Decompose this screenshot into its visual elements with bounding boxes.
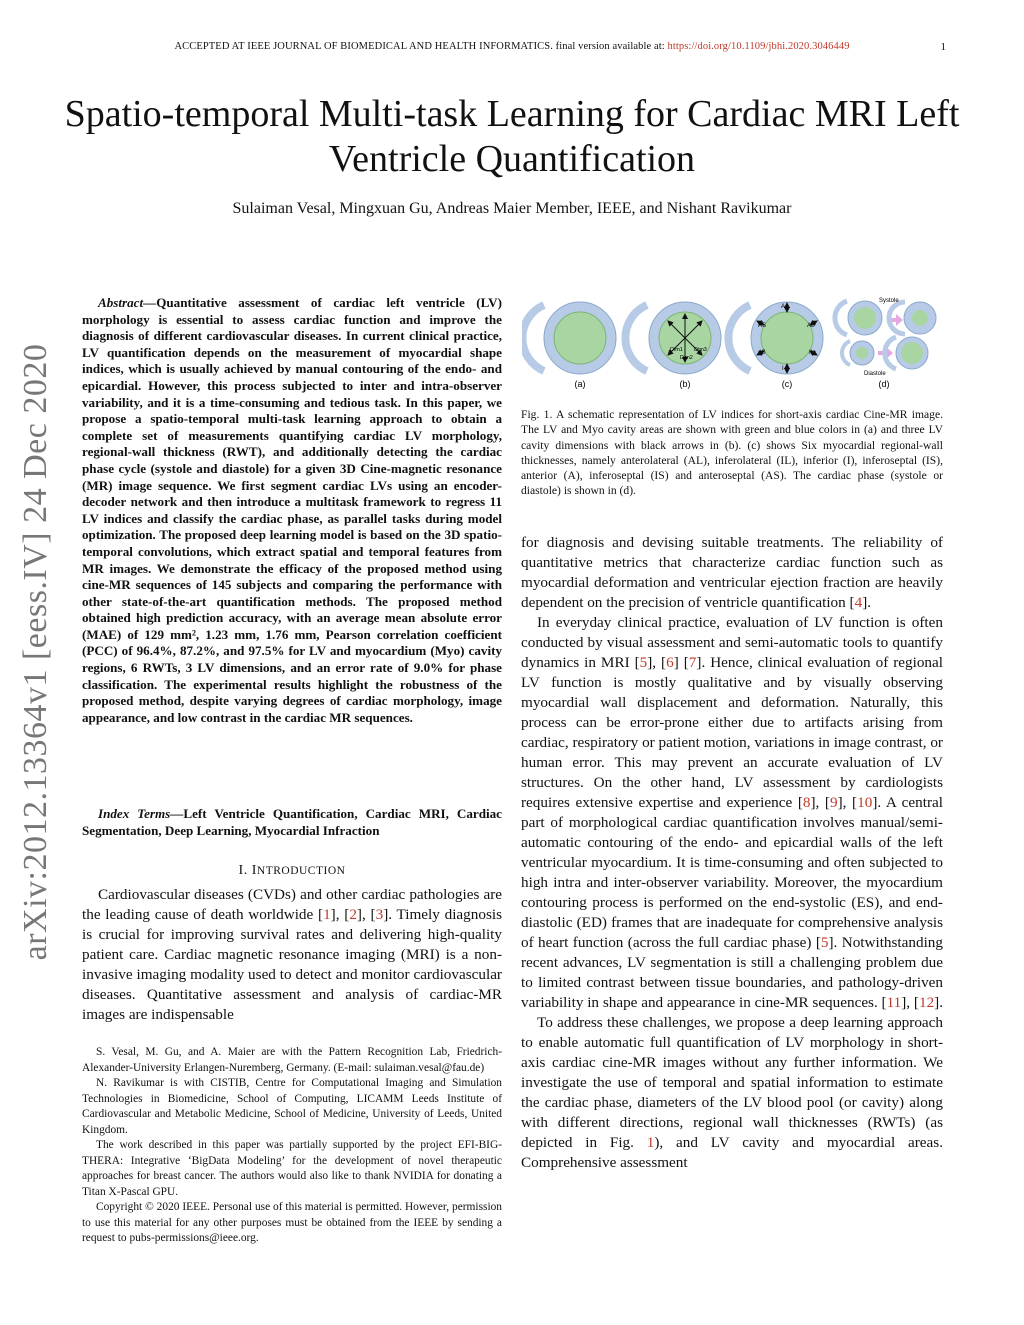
citation-link[interactable]: 5: [820, 934, 829, 951]
systole-label: Systole: [879, 298, 899, 304]
panel-c: [728, 302, 823, 389]
paper-title: Spatio-temporal Multi-task Learning for Cardiac MRI Left Ventricle Quantification: [64, 93, 960, 180]
dim1-label: Dim1: [670, 347, 683, 353]
section-rest: NTRODUCTION: [256, 865, 346, 877]
region-al-label: AL: [807, 323, 815, 329]
figure-caption: Fig. 1. A schematic representation of LV indices for short-axis cardiac Cine-MR image. The LV and Myo cavity areas are shown with green and blue colors in (a) and three LV cavity dimensions with black arrows in (b). (c) shows Six myocardial regional-wall thicknesses, namely anterolateral (AL), inferolateral (IL), inferior (I), inferoseptal (IS), anterior (A), inferoseptal (IS) and anteroseptal (AS). The cardiac phase (systole or diastole) is shown in (d).: [521, 408, 943, 498]
panel-d: [835, 298, 936, 389]
citation-link[interactable]: 3: [375, 906, 384, 923]
panel-a-label: (a): [574, 379, 586, 389]
paragraph: In everyday clinical practice, evaluation of LV function is often conducted by visual assessment and semi-automatic tools to quantify dynamics in MRI [5], [6] [7]. Hence, clinical evaluation of regional LV function is mostly qualitative and by visually observing myocardial wall displacement and deformation. Naturally, this process can be error-prone either due to artifacts arising from cardiac, respiratory or patient motion, variations in image contrast, or human error. This may prevent an accurate evaluation of LV structures. On the other hand, LV assessment by cardiologists requires extensive expertise and experience [8], [9], [10]. A central part of morphological cardiac quantification involves manual/semi-automatic contouring of the endo- and epicardial walls of the left ventricular myocardium. It is time-consuming and often subjected to high intra and inter-observer variability. Moreover, the myocardium contouring process is performed on the end-systolic (ES), and end-diastolic (ED) frames that are inadequate for comprehensive analysis of heart function (across the full cardiac phase) [5]. Notwithstanding recent advances, LV segmentation is still a challenging problem due to limited contrast between tissue boundaries, and pathology-driven variability in shape and appearance in cine-MR sequences. [11], [12].: [521, 614, 944, 1011]
citation-link[interactable]: 2: [349, 906, 357, 923]
page-number: 1: [940, 41, 946, 53]
dim3-label: Dim3: [694, 347, 707, 353]
panel-a: [522, 302, 616, 389]
abstract: [82, 295, 502, 726]
index-terms-text: Left Ventricle Quantification, Cardiac MRI, Cardiac Segmentation, Deep Learning, Myocardial Infraction: [82, 806, 502, 838]
region-is-label: IS: [760, 350, 766, 356]
dim2-label: Dim2: [680, 355, 693, 361]
citation-link[interactable]: 8: [802, 794, 811, 811]
citation-link[interactable]: 6: [666, 654, 674, 671]
citation-link[interactable]: 10: [857, 794, 873, 811]
section-heading: [82, 863, 502, 879]
index-terms: [82, 806, 502, 839]
diastole-label: Diastole: [864, 371, 886, 377]
doi-link[interactable]: https://doi.org/10.1109/jbhi.2020.3046449: [667, 41, 850, 52]
section-numeral: I.: [238, 863, 248, 878]
paragraph: for diagnosis and devising suitable treatments. The reliability of quantitative metrics that characterize cardiac function such as myocardial deformation and ventricular ejection fraction are heavily dependent on the precision of ventricle quantification [4].: [521, 534, 943, 611]
region-as-label: AS: [758, 323, 767, 329]
citation-link[interactable]: 1: [323, 906, 331, 923]
panel-b: [625, 302, 721, 389]
citation-link[interactable]: 5: [639, 654, 648, 671]
footnotes: [82, 1045, 502, 1247]
section-first-letter: I: [251, 863, 257, 878]
rv-crescent: [522, 305, 544, 371]
abstract-label: Abstract—: [98, 295, 157, 310]
arxiv-stamp: arXiv:2012.13364v1 [eess.IV] 24 Dec 2020: [17, 343, 54, 961]
citation-link[interactable]: 7: [688, 654, 697, 671]
running-header: [80, 41, 944, 52]
region-il-label: IL: [809, 350, 815, 356]
region-i-label: I: [782, 366, 784, 372]
panel-c-label: (c): [781, 379, 793, 389]
citation-link[interactable]: 9: [830, 794, 838, 811]
right-column-body: [521, 533, 943, 1173]
panel-d-label: (d): [878, 379, 890, 389]
figure-1-diagram: [522, 293, 942, 393]
citation-link[interactable]: 4: [854, 594, 863, 611]
figure-link[interactable]: 1: [646, 1134, 655, 1151]
intro-paragraph: Cardiovascular diseases (CVDs) and other cardiac pathologies are the leading cause of death worldwide [1], [2], [3]. Timely diagnosis is crucial for improving survival rates and delivering high-quality patient care. Cardiac magnetic resonance imaging (MRI) is a non-invasive imaging modality used to detect and monitor cardiovascular diseases. Quantitative assessment and analysis of cardiac-MR images are indispensable: [82, 886, 502, 1023]
footnote-affiliation-leeds: N. Ravikumar is with CISTIB, Centre for Computational Imaging and Simulation Technologies in Biomedicine, School of Computing, LICAMM Leeds Institute of Cardiovascular and Metabolic Medicine, School of Medicine, University of Leeds, United Kingdom.: [82, 1077, 502, 1136]
header-text: ACCEPTED AT IEEE JOURNAL OF BIOMEDICAL AND HEALTH INFORMATICS. final version available at:: [174, 41, 665, 52]
footnote-copyright: Copyright © 2020 IEEE. Personal use of this material is permitted. However, permission to use this material for any other purposes must be obtained from the IEEE by sending a request to pubs-permissions@ieee.org.: [82, 1201, 502, 1244]
lv-cavity: [554, 312, 606, 364]
panel-b-label: (b): [679, 379, 691, 389]
figure-1: [522, 293, 942, 393]
author-list: Sulaiman Vesal, Mingxuan Gu, Andreas Maier Member, IEEE, and Nishant Ravikumar: [232, 200, 792, 217]
region-a-label: A: [781, 304, 786, 310]
index-terms-label: Index Terms—: [98, 806, 184, 821]
citation-link[interactable]: 12: [918, 994, 935, 1011]
paragraph: To address these challenges, we propose a deep learning approach to enable automatic full quantification of LV morphology in short-axis cardiac cine-MR images without any further information. We investigate the use of temporal and spatial information to estimate the cardiac phase, diameters of the LV blood pool (or cavity) along with different directions, regional wall thicknesses (RWTs) (as depicted in Fig. 1), and LV cavity and myocardial areas. Comprehensive assessment: [521, 1014, 943, 1171]
footnote-affiliation-fau: S. Vesal, M. Gu, and A. Maier are with the Pattern Recognition Lab, Friedrich-Alexander-University Erlangen-Nuremberg, Germany. (E-mail: sulaiman.vesal@fau.de): [82, 1046, 502, 1074]
citation-link[interactable]: 11: [886, 994, 902, 1011]
abstract-text: Quantitative assessment of cardiac left ventricle (LV) morphology is essential to assess cardiac function and improve the diagnosis of different cardiovascular diseases. In current clinical practice, LV quantification depends on the measurement of myocardial shape indices, which is usually achieved by manual contouring of the endo- and epicardial. However, this process subjected to inter and intra-observer variability, and it is a time-consuming and tedious task. In this paper, we propose a spatio-temporal multi-task learning approach to obtain a complete set of measurements quantifying cardiac LV morphology, regional-wall thickness (RWT), and additionally detecting the cardiac phase cycle (systole and diastole) for a given 3D Cine-magnetic resonance (MR) image sequence. We first segment cardiac LVs using an encoder-decoder network and then introduce a multitask framework to regress 11 LV indices and classify the cardiac phase, as parallel tasks during model optimization. The proposed deep learning model is based on the 3D spatio-temporal convolutions, which extract spatial and temporal features from MR images. We demonstrate the efficacy of the proposed method using cine-MR sequences of 145 subjects and comparing the performance with other state-of-the-art quantification methods. The proposed method obtained high prediction accuracy, with an average mean absolute error (MAE) of 129 mm², 1.23 mm, 1.76 mm, Pearson correlation coefficient (PCC) of 96.4%, 87.2%, and 97.5% for LV and myocardium (Myo) cavity regions, 6 RWTs, 3 LV dimensions, and an error rate of 9.0% for phase classification. The experimental results highlight the robustness of the proposed method, despite varying degrees of cardiac morphology, image appearance, and low contrast in the cardiac MR sequences.: [82, 295, 502, 725]
footnote-funding: The work described in this paper was partially supported by the project EFI-BIG-THERA: Integrative ‘BigData Modeling’ for the development of novel therapeutic approaches for breast cancer. The authors would also like to thank NVIDIA for donating a Titan X-Pascal GPU.: [82, 1139, 502, 1198]
